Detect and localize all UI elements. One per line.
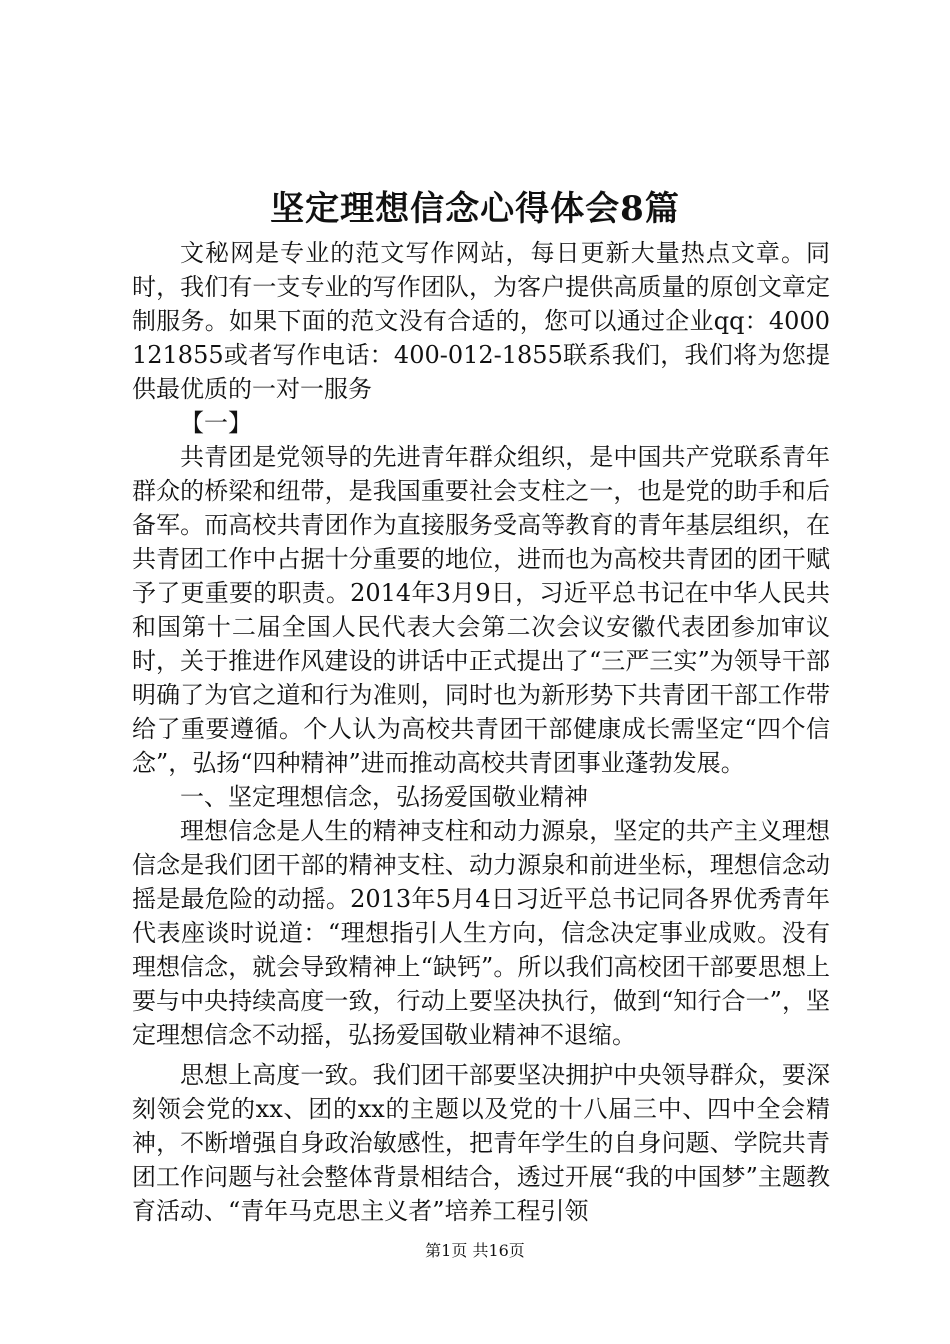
section-heading: 一、坚定理想信念，弘扬爱国敬业精神 (180, 783, 588, 811)
document-title: 坚定理想信念心得体会8篇 (270, 189, 680, 229)
body-paragraph: 思想上高度一致。我们团干部要坚决拥护中央领导群众，要深刻领会党的xx、团的xx的主题以及党的十八届三中、四中全会精神，不断增强自身政治敏感性，把青年学生的自身问题、学院共青团工作问题与社会整体背景相结合，透过开展“我的中国梦”主题教育活动、“青年马克思主义者”培养工程引领 (132, 1061, 830, 1225)
document-body (132, 236, 830, 1228)
intro-paragraph: 文秘网是专业的范文写作网站，每日更新大量热点文章。同时，我们有一支专业的写作团队，为客户提供高质量的原创文章定制服务。如果下面的范文没有合适的，您可以通过企业qq：4000121855或者写作电话：400-012-1855联系我们，我们将为您提供最优质的一对一服务 (132, 239, 830, 403)
body-paragraph: 理想信念是人生的精神支柱和动力源泉，坚定的共产主义理想信念是我们团干部的精神支柱、动力源泉和前进坐标，理想信念动摇是最危险的动摇。2013年5月4日习近平总书记同各界优秀青年代表座谈时说道：“理想指引人生方向，信念决定事业成败。没有理想信念，就会导致精神上“缺钙”。所以我们高校团干部要思想上要与中央持续高度一致，行动上要坚决执行，做到“知行合一”，坚定理想信念不动摇，弘扬爱国敬业精神不退缩。 (132, 817, 830, 1049)
body-paragraph: 共青团是党领导的先进青年群众组织，是中国共产党联系青年群众的桥梁和纽带，是我国重要社会支柱之一，也是党的助手和后备军。而高校共青团作为直接服务受高等教育的青年基层组织，在共青团工作中占据十分重要的地位，进而也为高校共青团的团干赋予了更重要的职责。2014年3月9日，习近平总书记在中华人民共和国第十二届全国人民代表大会第二次会议安徽代表团参加审议时，关于推进作风建设的讲话中正式提出了“三严三实”为领导干部明确了为官之道和行为准则，同时也为新形势下共青团干部工作带给了重要遵循。个人认为高校共青团干部健康成长需坚定“四个信念”，弘扬“四种精神”进而推动高校共青团事业蓬勃发展。 (132, 443, 830, 777)
page-footer: 第1页 共16页 (425, 1241, 525, 1260)
section-marker: 【一】 (180, 409, 252, 437)
